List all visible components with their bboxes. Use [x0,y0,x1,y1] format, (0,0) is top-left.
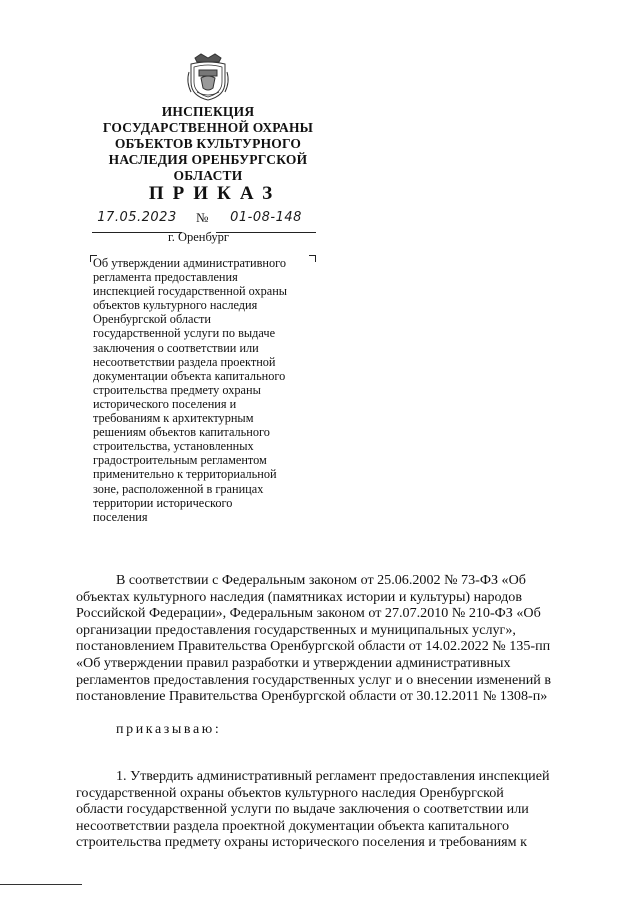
paragraph-line: «Об утверждении правил разработки и утверждении административных [76,654,511,671]
paragraph-line: строительства предмету охраны исторического поселения и требованиям к [76,834,527,851]
subject-line: применительно к территориальной [93,467,277,482]
subject-line: инспекцией государственной охраны [93,284,288,299]
subject-line: заключения о соответствии или [93,340,259,355]
paragraph-line: Российской Федерации», Федеральным законом от 27.07.2010 № 210-ФЗ «Об [76,605,541,622]
coat-of-arms-icon [185,52,231,102]
subject-line: решениям объектов капитального [93,425,270,440]
paragraph-line: регламентов предоставления государственных услуг и о внесении изменений в [76,671,552,688]
subject-line: требованиям к архитектурным [93,411,254,426]
paragraph-line: организации предоставления государственных и муниципальных услуг», [76,621,516,638]
paragraph-line: постановлением Правительства Оренбургской области от 14.02.2022 № 135-пп [76,638,551,655]
subject-line: строительства, установленных [93,439,254,454]
subject-line: объектов культурного наследия [93,298,258,313]
preamble-paragraph [76,572,588,705]
org-line: ОБЪЕКТОВ КУЛЬТУРНОГО [114,136,302,151]
paragraph-line: несоответствии раздела проектной документации объекта капитального [76,817,510,834]
order-date: 17.05.2023 [92,210,182,233]
subject-line: исторического поселения и [93,396,237,411]
order-title: ПРИКАЗ [148,183,282,204]
org-line: ГОСУДАРСТВЕННОЙ ОХРАНЫ [102,120,314,135]
paragraph-line: 1. Утвердить административный регламент предоставления инспекцией [116,768,550,784]
subject-line: градостроительным регламентом [93,453,267,468]
city: г. Оренбург [168,230,229,244]
organization-name [88,104,328,184]
order-number: 01-08-148 [216,210,316,233]
paragraph-line: объектах культурного наследия (памятниках истории и культуры) народов [76,588,523,605]
subject-line: документации объекта капитального [93,368,286,383]
paragraph-line: постановление Правительства Оренбургской области от 30.12.2011 № 1308-п» [76,688,548,705]
paragraph-line: государственной охраны объектов культурного наследия Оренбургской [76,784,504,801]
subject-bracket-right [309,255,316,262]
org-line: НАСЛЕДИЯ ОРЕНБУРГСКОЙ [108,152,308,167]
footnote-divider [0,884,82,885]
order-clause-1 [76,768,588,851]
subject-line: Оренбургской области [93,312,211,327]
org-line: ОБЛАСТИ [173,168,243,183]
order-number-label: № [196,210,209,225]
subject-line: строительства предмету охраны [93,382,261,397]
subject-line: Об утверждении административного [93,256,286,270]
subject-line: территории исторического [93,495,233,510]
paragraph-line: В соответствии с Федеральным законом от 25.06.2002 № 73-ФЗ «Об [116,572,526,588]
subject-line: поселения [93,509,148,524]
subject-line: государственной услуги по выдаче [93,326,276,341]
paragraph-line: области государственной услуги по выдаче заключения о соответствии или [76,801,529,818]
subject-line: несоответствии раздела проектной [93,354,276,369]
subject-line: зоне, расположенной в границах [93,481,264,496]
order-subject [93,256,303,524]
subject-line: регламента предоставления [93,270,238,285]
order-verb: приказываю: [116,722,222,737]
org-line: ИНСПЕКЦИЯ [161,104,255,119]
